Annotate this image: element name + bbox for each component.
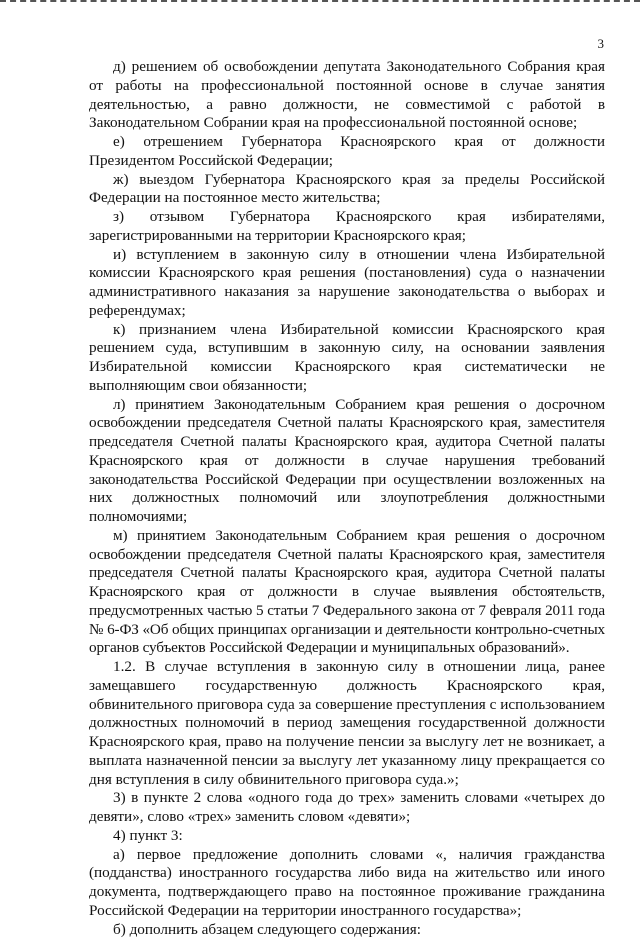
paragraph-4-a: а) первое предложение дополнить словами «, наличия гражданства (подданства) иностранного государства либо вида на жительство или иного документа, подтверждающего право на постоянное проживание гражданина Российской Федерации на территории иностранного государства»;	[89, 846, 605, 921]
paragraph-l: л) принятием Законодательным Собранием края решения о досрочном освобождении председателя Счетной палаты Красноярского края, заместителя председателя Счетной палаты Красноярского края, аудитора Счетной палаты Красноярского края от должности в случае нарушения требований законодательства Российской Федерации при осуществлении возложенных на них должностных полномочий или злоупотребления должностными полномочиями;	[89, 396, 605, 527]
paragraph-4: 4) пункт 3:	[89, 827, 605, 846]
paragraph-k: к) признанием члена Избирательной комиссии Красноярского края решением суда, вступившим в законную силу, на основании заявления Избирательной комиссии Красноярского края систематически не выполняющим свои обязанности;	[89, 321, 605, 396]
paragraph-m: м) принятием Законодательным Собранием края решения о досрочном освобождении председателя Счетной палаты Красноярского края, заместителя председателя Счетной палаты Красноярского края, аудитора Счетной палаты Красноярского края от должности в случае выявления обстоятельств, предусмотренных частью 5 статьи 7 Федерального закона от 7 февраля 2011 года № 6-ФЗ «Об общих принципах организации и деятельности контрольно-счетных органов субъектов Российской Федерации и муниципальных образований».	[89, 527, 605, 658]
paragraph-z: з) отзывом Губернатора Красноярского края избирателями, зарегистрированными на территории Красноярского края;	[89, 208, 605, 246]
paragraph-d: д) решением об освобождении депутата Законодательного Собрания края от работы на профессиональной постоянной основе в случае занятия деятельностью, а равно должности, не совместимой с работой в Законодательном Собрании края на профессиональной постоянной основе;	[89, 58, 605, 133]
paragraph-3: 3) в пункте 2 слова «одного года до трех» заменить словами «четырех до девяти», слово «трех» заменить словом «девяти»;	[89, 789, 605, 827]
document-body	[89, 58, 605, 939]
page-number: 3	[598, 36, 605, 52]
paragraph-zh: ж) выездом Губернатора Красноярского края за пределы Российской Федерации на постоянное место жительства;	[89, 171, 605, 209]
paragraph-e: е) отрешением Губернатора Красноярского края от должности Президентом Российской Федерации;	[89, 133, 605, 171]
paragraph-1-2: 1.2. В случае вступления в законную силу в отношении лица, ранее замещавшего государственную должность Красноярского края, обвинительного приговора суда за совершение преступления с использованием должностных полномочий в период замещения государственной должности Красноярского края, право на получение пенсии за выслугу лет не возникает, а выплата назначенной пенсии за выслугу лет указанному лицу прекращается со дня вступления в силу обвинительного приговора суда.»;	[89, 658, 605, 789]
scan-edge-dashes	[0, 0, 640, 2]
paragraph-i: и) вступлением в законную силу в отношении члена Избирательной комиссии Красноярского края решения (постановления) суда о назначении административного наказания за нарушение законодательства о выборах и референдумах;	[89, 246, 605, 321]
paragraph-4-b: б) дополнить абзацем следующего содержания:	[89, 921, 605, 939]
